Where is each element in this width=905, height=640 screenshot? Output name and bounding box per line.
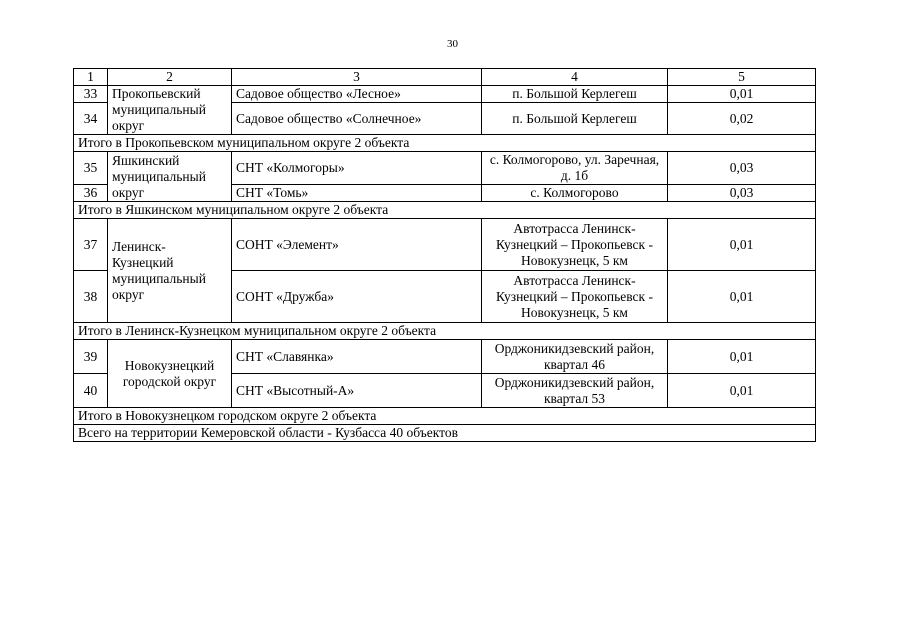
object-name: СНТ «Славянка» (232, 340, 482, 374)
page-number: 30 (447, 38, 458, 50)
header-cell: 2 (108, 69, 232, 86)
object-value: 0,01 (668, 340, 816, 374)
object-location: Орджоникидзевский район, квартал 53 (482, 374, 668, 408)
header-row (74, 69, 816, 86)
object-name: СОНТ «Дружба» (232, 271, 482, 323)
object-location: Автотрасса Ленинск-Кузнецкий – Прокопьевск - Новокузнецк, 5 км (482, 271, 668, 323)
object-location: с. Колмогорово, ул. Заречная, д. 1б (482, 152, 668, 185)
row-number: 40 (74, 374, 108, 408)
object-value: 0,01 (668, 219, 816, 271)
subtotal-row (74, 202, 816, 219)
table-row (74, 152, 816, 185)
object-value: 0,01 (668, 374, 816, 408)
object-location: с. Колмогорово (482, 185, 668, 202)
row-number: 37 (74, 219, 108, 271)
object-value: 0,02 (668, 103, 816, 135)
row-number: 36 (74, 185, 108, 202)
municipality-cell: Яшкинский муниципальный округ (108, 152, 232, 202)
object-location: п. Большой Керлегеш (482, 103, 668, 135)
table-row (74, 340, 816, 374)
municipality-cell: Новокузнецкий городской округ (108, 340, 232, 408)
subtotal-text: Итого в Яшкинском муниципальном округе 2 объекта (74, 202, 816, 219)
subtotal-text: Итого в Ленинск-Кузнецком муниципальном округе 2 объекта (74, 323, 816, 340)
subtotal-text: Итого в Новокузнецком городском округе 2 объекта (74, 408, 816, 425)
grand-total-text: Всего на территории Кемеровской области - Кузбасса 40 объектов (74, 425, 816, 442)
object-location: Орджоникидзевский район, квартал 46 (482, 340, 668, 374)
subtotal-row (74, 135, 816, 152)
object-value: 0,01 (668, 86, 816, 103)
subtotal-text: Итого в Прокопьевском муниципальном округе 2 объекта (74, 135, 816, 152)
header-cell: 1 (74, 69, 108, 86)
table-row (74, 219, 816, 271)
header-cell: 4 (482, 69, 668, 86)
row-number: 35 (74, 152, 108, 185)
object-location: п. Большой Керлегеш (482, 86, 668, 103)
municipality-cell: Прокопьевский муниципальный округ (108, 86, 232, 135)
row-number: 38 (74, 271, 108, 323)
header-cell: 5 (668, 69, 816, 86)
table-row (74, 86, 816, 103)
subtotal-row (74, 408, 816, 425)
object-value: 0,01 (668, 271, 816, 323)
municipality-cell: Ленинск-Кузнецкий муниципальный округ (108, 219, 232, 323)
object-location: Автотрасса Ленинск-Кузнецкий – Прокопьевск - Новокузнецк, 5 км (482, 219, 668, 271)
row-number: 34 (74, 103, 108, 135)
header-cell: 3 (232, 69, 482, 86)
object-value: 0,03 (668, 152, 816, 185)
object-name: СНТ «Томь» (232, 185, 482, 202)
row-number: 39 (74, 340, 108, 374)
grand-total-row (74, 425, 816, 442)
object-value: 0,03 (668, 185, 816, 202)
subtotal-row (74, 323, 816, 340)
object-name: Садовое общество «Лесное» (232, 86, 482, 103)
registry-table (73, 68, 816, 442)
object-name: СНТ «Колмогоры» (232, 152, 482, 185)
row-number: 33 (74, 86, 108, 103)
object-name: СОНТ «Элемент» (232, 219, 482, 271)
object-name: СНТ «Высотный-А» (232, 374, 482, 408)
object-name: Садовое общество «Солнечное» (232, 103, 482, 135)
